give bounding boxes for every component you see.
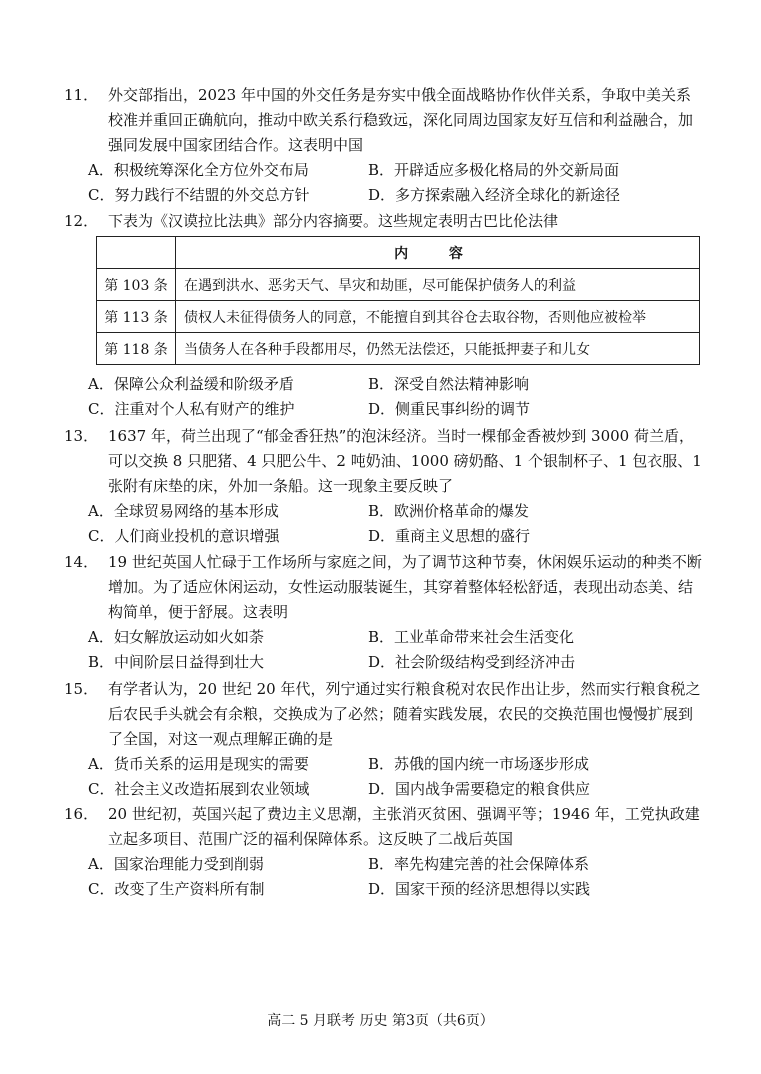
table-cell-article: 第 113 条 xyxy=(97,301,176,333)
question-text: 外交部指出，2023 年中国的外交任务是夯实中俄全面战略协作伙伴关系，争取中美关系校准并重回正确航向，推动中欧关系行稳致远，深化同周边国家友好互信和利益融合，加强同发展中国家团结合作。这表明中国 xyxy=(108,86,694,154)
question-13 xyxy=(64,424,704,549)
option-a: A．货币关系的运用是现实的需要 xyxy=(88,755,309,773)
question-text: 下表为《汉谟拉比法典》部分内容摘要。这些规定表明古巴比伦法律 xyxy=(108,212,559,230)
question-text: 20 世纪初，英国兴起了费边主义思潮，主张消灭贫困、强调平等；1946 年，工党执政建立起多项目、范围广泛的福利保障体系。这反映了二战后英国 xyxy=(108,805,700,848)
question-text: 有学者认为，20 世纪 20 年代，列宁通过实行粮食税对农民作出让步，然而实行粮食税之后农民手头就会有余粮，交换成为了必然；随着实践发展，农民的交换范围也慢慢扩展到了全国，对这一观点理解正确的是 xyxy=(108,680,701,748)
option-d: D．多方探索融入经济全球化的新途径 xyxy=(368,186,621,204)
question-number: 13． xyxy=(64,427,99,445)
options xyxy=(88,625,704,675)
question-12-options xyxy=(64,372,704,422)
question-stem xyxy=(64,209,704,234)
table-header-content: 内 容 xyxy=(176,237,700,269)
table-cell-content: 债权人未征得债务人的同意，不能擅自到其谷仓去取谷物，否则他应被检举 xyxy=(176,301,700,333)
option-d: D．侧重民事纠纷的调节 xyxy=(368,400,531,418)
table-cell-article: 第 103 条 xyxy=(97,269,176,301)
question-number: 16． xyxy=(64,805,99,823)
option-a: A．国家治理能力受到削弱 xyxy=(88,855,264,873)
option-c: C．社会主义改造拓展到农业领域 xyxy=(88,780,310,798)
question-text: 1637 年，荷兰出现了“郁金香狂热”的泡沫经济。当时一棵郁金香被炒到 3000 荷兰盾，可以交换 8 只肥猪、4 只肥公牛、2 吨奶油、1000 磅奶酪、1 个银制杯子、1 包衣服、1 张附有床垫的床，外加一条船。这一现象主要反映了 xyxy=(108,427,702,495)
table-row xyxy=(97,269,700,301)
question-stem xyxy=(64,424,704,499)
option-b: B．苏俄的国内统一市场逐步形成 xyxy=(368,755,590,773)
table-row xyxy=(97,333,700,365)
option-d: D．社会阶级结构受到经济冲击 xyxy=(368,653,576,671)
option-d: D．国内战争需要稳定的粮食供应 xyxy=(368,780,591,798)
option-b: B．开辟适应多极化格局的外交新局面 xyxy=(368,161,620,179)
table-header-article xyxy=(97,237,176,269)
option-c: C．改变了生产资料所有制 xyxy=(88,880,265,898)
question-number: 11． xyxy=(64,86,99,104)
table-header-row xyxy=(97,237,700,269)
option-c: B．中间阶层日益得到壮大 xyxy=(88,653,265,671)
question-stem xyxy=(64,802,704,852)
option-b: B．深受自然法精神影响 xyxy=(368,375,530,393)
question-number: 14． xyxy=(64,553,99,571)
option-a: A．保障公众利益缓和阶级矛盾 xyxy=(88,375,294,393)
option-c: C．注重对个人私有财产的维护 xyxy=(88,400,295,418)
option-a: A．妇女解放运动如火如荼 xyxy=(88,628,264,646)
question-stem xyxy=(64,550,704,625)
question-11 xyxy=(64,83,704,208)
options xyxy=(88,852,704,902)
options xyxy=(88,158,704,208)
question-stem xyxy=(64,83,704,158)
option-c: C．努力践行不结盟的外交总方针 xyxy=(88,186,310,204)
options xyxy=(88,372,704,422)
page-footer: 高二 5 月联考 历史 第3页（共6页） xyxy=(267,1013,494,1029)
question-number: 15． xyxy=(64,680,99,698)
options xyxy=(88,752,704,802)
question-16 xyxy=(64,802,704,902)
question-12 xyxy=(64,209,704,234)
question-number: 12． xyxy=(64,212,99,230)
question-stem xyxy=(64,677,704,752)
question-14 xyxy=(64,550,704,675)
question-15 xyxy=(64,677,704,802)
options xyxy=(88,499,704,549)
option-b: B．工业革命带来社会生活变化 xyxy=(368,628,575,646)
option-d: D．国家干预的经济思想得以实践 xyxy=(368,880,591,898)
option-d: D．重商主义思想的盛行 xyxy=(368,527,531,545)
table-row xyxy=(97,301,700,333)
option-a: A．全球贸易网络的基本形成 xyxy=(88,502,279,520)
law-table xyxy=(96,236,700,365)
option-b: B．欧洲价格革命的爆发 xyxy=(368,502,530,520)
table-cell-article: 第 118 条 xyxy=(97,333,176,365)
question-text: 19 世纪英国人忙碌于工作场所与家庭之间，为了调节这种节奏，休闲娱乐运动的种类不断增加。为了适应休闲运动，女性运动服装诞生，其穿着整体轻松舒适，表现出动态美、结构简单，便于舒展。这表明 xyxy=(108,553,702,621)
option-b: B．率先构建完善的社会保障体系 xyxy=(368,855,590,873)
table-cell-content: 在遇到洪水、恶劣天气、旱灾和劫匪，尽可能保护债务人的利益 xyxy=(176,269,700,301)
option-a: A．积极统筹深化全方位外交布局 xyxy=(88,161,309,179)
table-cell-content: 当债务人在各种手段都用尽，仍然无法偿还，只能抵押妻子和儿女 xyxy=(176,333,700,365)
option-c: C．人们商业投机的意识增强 xyxy=(88,527,280,545)
